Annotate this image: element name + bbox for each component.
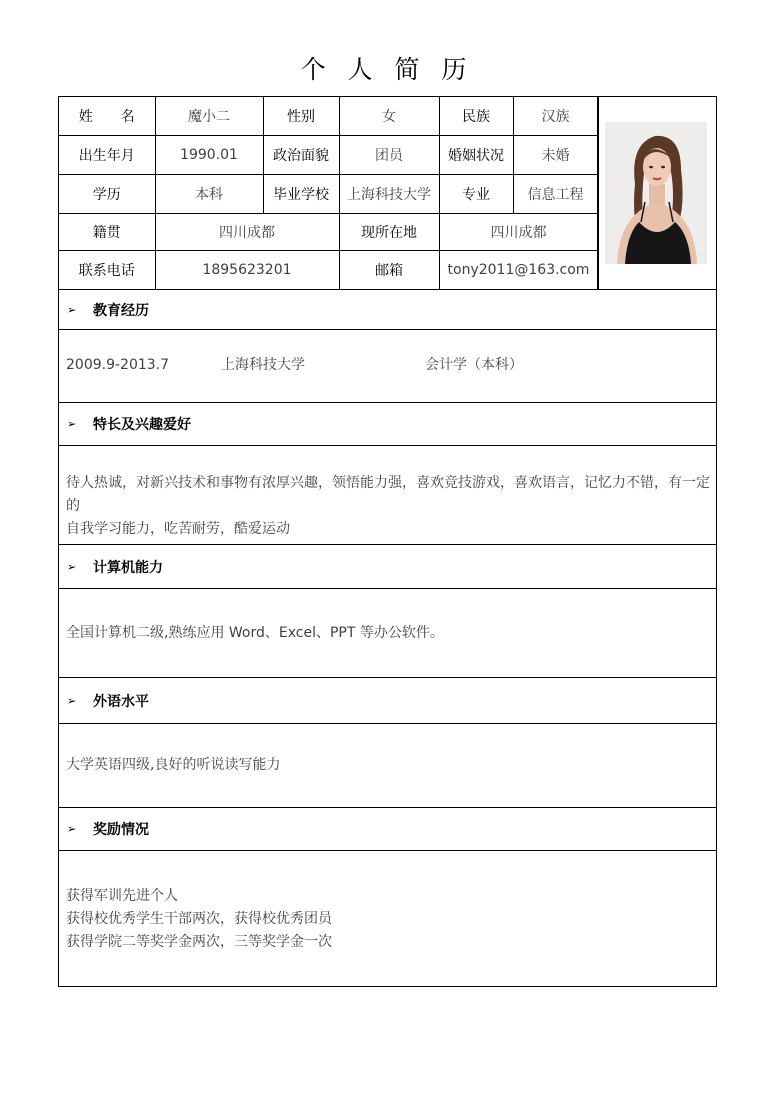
- education-value: 本科: [155, 174, 263, 213]
- computer-text: [66, 622, 711, 645]
- section-title: 奖励情况: [93, 822, 149, 838]
- language-text: [66, 754, 711, 777]
- major-label: 专业: [439, 174, 513, 213]
- education-entry: [66, 354, 711, 377]
- birth-label: 出生年月: [59, 135, 155, 174]
- section-header-computer: [59, 544, 716, 589]
- email-value: tony2011@163.com: [439, 250, 598, 290]
- award-item: 获得学院二等奖学金两次，三等奖学金一次: [66, 934, 332, 950]
- education-period: 2009.9-2013.7: [66, 357, 170, 373]
- photo-cell: [597, 97, 717, 290]
- email-label: 邮箱: [339, 250, 439, 290]
- politics-value: 团员: [339, 135, 439, 174]
- school-label: 毕业学校: [263, 174, 339, 213]
- info-row: [59, 174, 598, 213]
- section-title: 教育经历: [93, 302, 149, 319]
- ethnicity-label: 民族: [439, 97, 513, 135]
- gender-value: 女: [339, 97, 439, 135]
- phone-label: 联系电话: [59, 250, 155, 290]
- personal-info-table: [59, 97, 599, 290]
- marital-label: 婚姻状况: [439, 135, 513, 174]
- profile-photo: [605, 122, 707, 264]
- marital-value: 未婚: [513, 135, 598, 174]
- arrow-bullet-icon: ➢: [67, 694, 77, 707]
- info-row: [59, 97, 598, 135]
- info-row: [59, 213, 598, 250]
- education-school: 上海科技大学: [221, 357, 305, 373]
- origin-value: 四川成都: [155, 213, 339, 250]
- arrow-bullet-icon: ➢: [67, 822, 77, 836]
- page-title: 个 人 简 历: [300, 55, 474, 84]
- info-row: [59, 250, 598, 290]
- name-value: 魔小二: [155, 97, 263, 135]
- language-line: 大学英语四级,良好的听说读写能力: [66, 757, 281, 773]
- ethnicity-value: 汉族: [513, 97, 598, 135]
- hobbies-line: 待人热诚，对新兴技术和事物有浓厚兴趣，领悟能力强，喜欢竞技游戏，喜欢语言，记忆力不错，有一定的: [66, 475, 710, 514]
- residence-value: 四川成都: [439, 213, 598, 250]
- section-header-awards: [59, 807, 716, 851]
- award-item: 获得校优秀学生干部两次，获得校优秀团员: [66, 911, 332, 927]
- education-label: 学历: [59, 174, 155, 213]
- arrow-bullet-icon: ➢: [67, 560, 77, 573]
- section-header-hobbies: [59, 402, 716, 446]
- award-item: 获得军训先进个人: [66, 888, 178, 904]
- residence-label: 现所在地: [339, 213, 439, 250]
- origin-label: 籍贯: [59, 213, 155, 250]
- portrait-illustration: [605, 122, 707, 264]
- resume-form: [58, 96, 717, 987]
- section-title: 计算机能力: [93, 559, 163, 576]
- phone-value: 1895623201: [155, 250, 339, 290]
- section-header-language: [59, 677, 716, 724]
- gender-label: 性别: [263, 97, 339, 135]
- major-value: 信息工程: [513, 174, 598, 213]
- section-header-education: [59, 289, 716, 330]
- awards-list: [66, 885, 711, 954]
- education-major: 会计学（本科）: [425, 357, 523, 373]
- computer-line: 全国计算机二级,熟练应用 Word、Excel、PPT 等办公软件。: [66, 625, 444, 641]
- politics-label: 政治面貌: [263, 135, 339, 174]
- section-title: 外语水平: [93, 693, 149, 710]
- info-row: [59, 135, 598, 174]
- section-title: 特长及兴趣爱好: [93, 417, 191, 433]
- arrow-bullet-icon: ➢: [67, 417, 77, 431]
- hobbies-line: 自我学习能力，吃苦耐劳，酷爱运动: [66, 521, 290, 537]
- name-label: 姓 名: [59, 97, 155, 135]
- birth-value: 1990.01: [155, 135, 263, 174]
- hobbies-text: [66, 472, 711, 541]
- arrow-bullet-icon: ➢: [67, 303, 77, 316]
- school-value: 上海科技大学: [339, 174, 439, 213]
